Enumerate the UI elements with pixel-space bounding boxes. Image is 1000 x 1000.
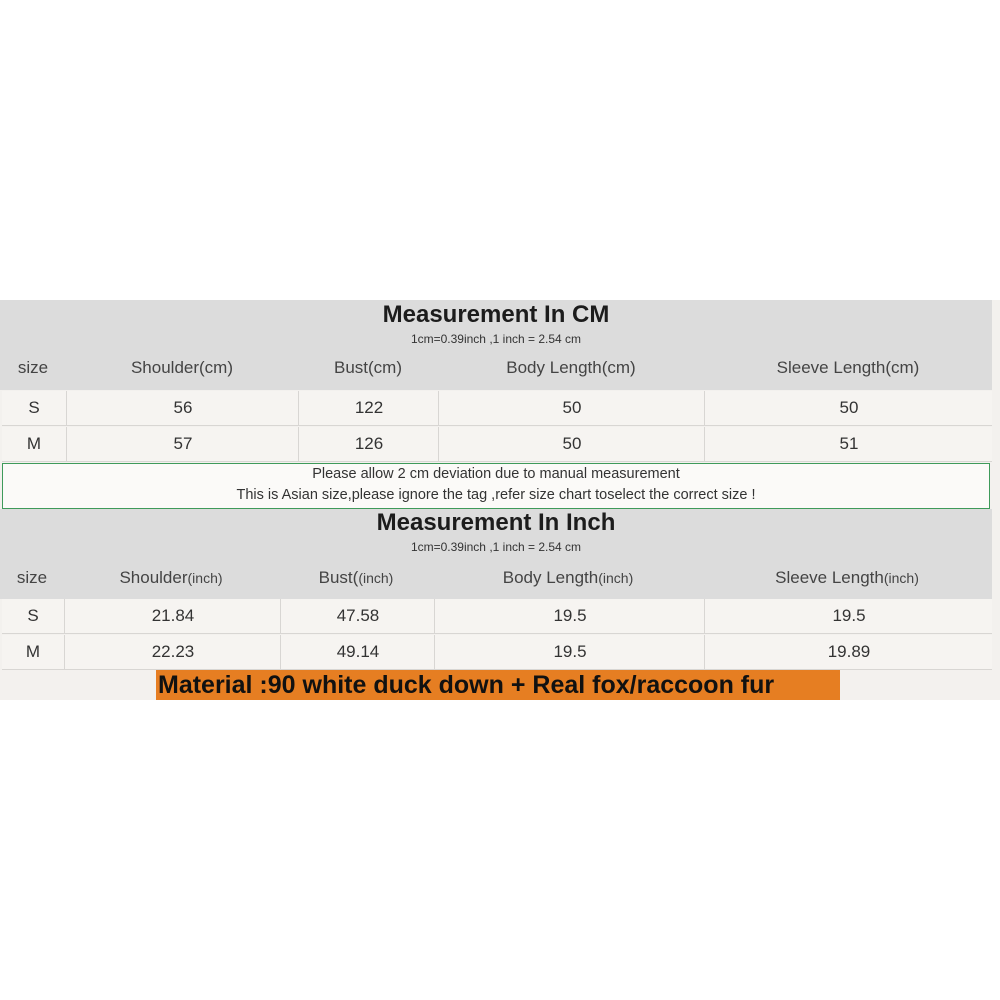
size-cell: M	[25, 642, 41, 661]
bust-cell: 126	[298, 427, 439, 461]
cm-header-body-length: Body Length(cm)	[506, 358, 636, 377]
table-row	[2, 391, 992, 426]
note-line-1: Please allow 2 cm deviation due to manual measurement	[312, 466, 680, 482]
sleeve-length-cell: 50	[704, 391, 993, 425]
shoulder-cell: 56	[66, 391, 299, 425]
size-cell: S	[28, 398, 40, 417]
cm-header-sleeve-length: Sleeve Length(cm)	[776, 358, 920, 377]
inch-header-size: size	[16, 568, 48, 587]
deviation-note	[2, 463, 990, 509]
sleeve-length-cell: 19.89	[704, 635, 993, 669]
cm-header-bust: Bust(cm)	[334, 358, 402, 377]
inch-table-title: Measurement In Inch	[376, 509, 616, 536]
size-cell: S	[27, 606, 39, 625]
body-length-cell: 19.5	[434, 599, 705, 633]
cm-table-subtitle: 1cm=0.39inch ,1 inch = 2.54 cm	[410, 332, 582, 346]
body-length-cell: 50	[438, 427, 705, 461]
inch-header-shoulder: Shoulder(inch)	[119, 568, 223, 587]
shoulder-cell: 57	[66, 427, 299, 461]
table-row	[2, 599, 992, 634]
body-length-cell: 50	[438, 391, 705, 425]
table-row	[2, 635, 992, 670]
material-banner: Material :90 white duck down + Real fox/raccoon fur	[156, 670, 840, 700]
bust-cell: 47.58	[280, 599, 435, 633]
size-chart	[0, 300, 1000, 700]
shoulder-cell: 21.84	[64, 599, 281, 633]
sleeve-length-cell: 51	[704, 427, 993, 461]
body-length-cell: 19.5	[434, 635, 705, 669]
table-row	[2, 427, 992, 462]
shoulder-cell: 22.23	[64, 635, 281, 669]
cm-header-shoulder: Shoulder(cm)	[130, 358, 234, 377]
inch-header-body-length: Body Length(inch)	[502, 568, 634, 587]
inch-header-sleeve-length: Sleeve Length(inch)	[775, 568, 919, 587]
note-line-2: This is Asian size,please ignore the tag ,refer size chart toselect the correct size !	[236, 487, 756, 503]
size-cell: M	[26, 434, 42, 453]
inch-header-bust: Bust((inch)	[318, 568, 394, 587]
inch-table-subtitle: 1cm=0.39inch ,1 inch = 2.54 cm	[410, 540, 582, 554]
bust-cell: 49.14	[280, 635, 435, 669]
cm-table-title: Measurement In CM	[382, 301, 610, 328]
sleeve-length-cell: 19.5	[704, 599, 993, 633]
bust-cell: 122	[298, 391, 439, 425]
cm-header-size: size	[17, 358, 49, 377]
